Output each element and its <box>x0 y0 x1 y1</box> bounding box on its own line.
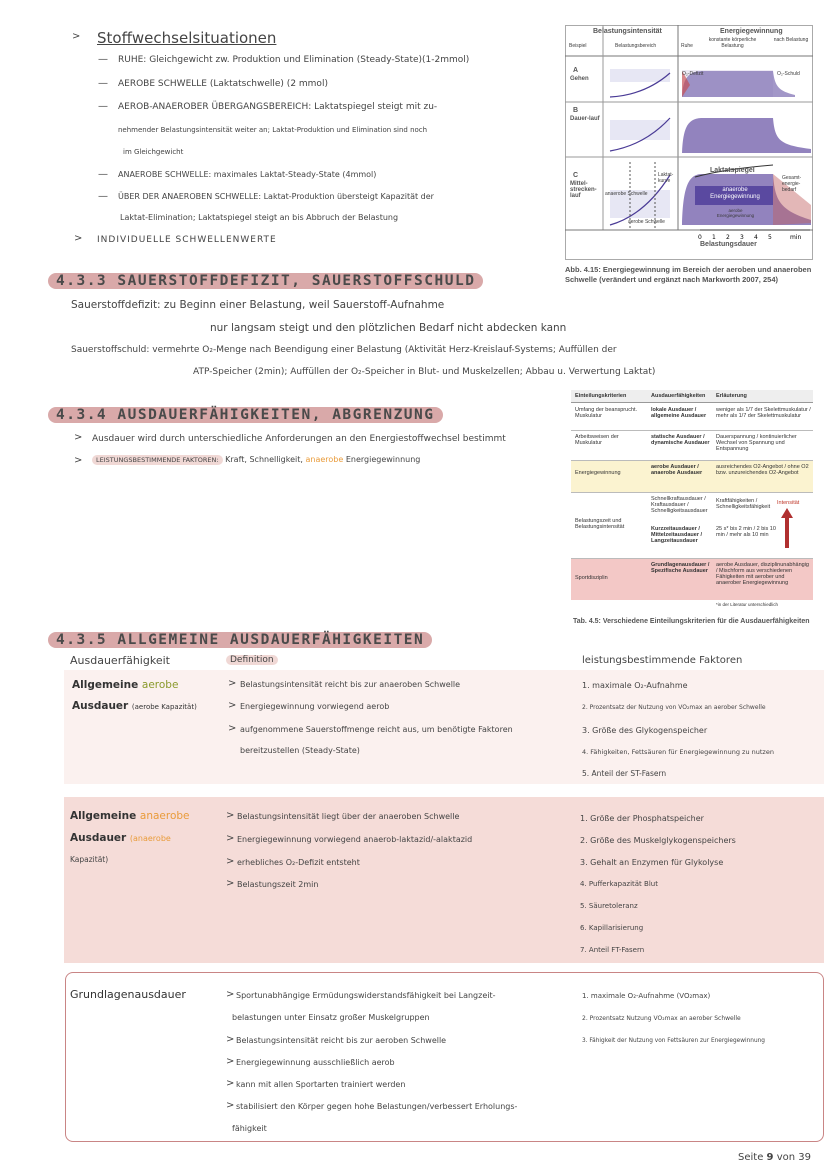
list-item-cont: nehmender Belastungsintensität weiter an; Laktat-Produktion und Elimination sind noch <box>118 126 428 134</box>
block-grundlagen-title: Grundlagenausdauer <box>70 988 186 1001</box>
list-item: ANAEROBE SCHWELLE: maximales Laktat-Steady-State (4mmol) <box>118 170 377 179</box>
block-anaerob-title2: Ausdauer (anaerobe <box>70 832 171 844</box>
col-bereich: Belastungsbereich <box>615 43 657 49</box>
label-laktatkurve: Laktat-kurve <box>658 172 674 184</box>
list-item: RUHE: Gleichgewicht zw. Produktion und Elimination (Steady-State)(1-2mmol) <box>118 55 470 65</box>
cell: Kurzzeitausdauer / Mittelzeitausdauer / Langzeitausdauer <box>651 526 703 544</box>
heading-435: 4.3.5 ALLGEMEINE AUSDAUERFÄHIGKEITEN <box>48 632 432 648</box>
factor-item: 5. Anteil der ST-Fasern <box>582 769 667 778</box>
list-item: ÜBER DER ANAEROBEN SCHWELLE: Laktat-Produktion übersteigt Kapazität der <box>118 192 434 201</box>
intensity-label: Intensität <box>777 500 800 506</box>
cell: lokale Ausdauer / allgemeine Ausdauer <box>651 407 707 419</box>
fig-head-left: Belastungsintensität <box>593 28 662 35</box>
factor-item: 2. Prozentsatz der Nutzung von VO₂max an aerober Schwelle <box>582 704 766 711</box>
svg-text:min: min <box>790 234 802 241</box>
label-aerob-eg: aerobe Energiegewinnung <box>716 208 755 218</box>
text-schuld: Sauerstoffschuld: vermehrte O₂-Menge nach Beendigung einer Belastung (Aktivität Herz-Kreislauf-Systems; Auffüllen der <box>71 345 617 355</box>
def-item: Sportunabhängige Ermüdungswiderstandsfähigkeit bei Langzeit- <box>236 991 496 1000</box>
row-letter: B <box>573 107 579 114</box>
def-item: Energiegewinnung vorwiegend aerob <box>240 702 390 711</box>
col-head-ausdauer: Ausdauerfähigkeit <box>70 654 170 667</box>
factor-item: 3. Fähigkeit der Nutzung von Fettsäuren zur Energiegewinnung <box>582 1038 765 1044</box>
block-anaerob-title: Allgemeine anaerobe <box>70 810 190 822</box>
list-item-cont: Laktat-Elimination; Laktatspiegel steigt an bis Abbruch der Belastung <box>120 213 399 222</box>
def-item: aufgenommene Sauerstoffmenge reicht aus, um benötigte Faktoren <box>240 725 513 734</box>
factor-item: 2. Prozentsatz Nutzung VO₂max an aerober Schwelle <box>582 1015 741 1022</box>
label-laktatspiegel: Laktatspiegel <box>710 167 755 174</box>
factor-item: 4. Fähigkeiten, Fettsäuren für Energiegewinnung zu nutzen <box>582 748 774 756</box>
factor-item: 3. Gehalt an Enzymen für Glykolyse <box>580 858 724 867</box>
def-item-cont: belastungen unter Einsatz großer Muskelgruppen <box>232 1013 430 1022</box>
text-schuld-cont: ATP-Speicher (2min); Auffüllen der O₂-Speicher in Blut- und Muskelzellen; Abbau u. Verwertung Laktat) <box>193 367 656 377</box>
label-aerobe-schwelle: aerobe Schwelle <box>628 219 665 225</box>
factor-item: 7. Anteil FT-Fasern <box>580 946 645 954</box>
def-item: Belastungszeit 2min <box>237 880 319 889</box>
def-item-cont: fähigkeit <box>232 1124 267 1133</box>
svg-text:4: 4 <box>754 234 758 241</box>
cell: Schnellkraftausdauer / Kraftausdauer / Schnelligkeitsausdauer <box>651 496 708 514</box>
col-ruhe: Ruhe <box>681 43 693 49</box>
section-heading: Stoffwechselsituationen <box>97 29 277 47</box>
th: Erläuterung <box>716 393 747 399</box>
svg-text:5: 5 <box>768 234 772 241</box>
def-item: kann mit allen Sportarten trainiert werden <box>236 1080 406 1089</box>
cell: 25 s* bis 2 min / 2 bis 10 min / mehr als 10 min <box>716 526 776 538</box>
def-item: Belastungsintensität liegt über der anaeroben Schwelle <box>237 812 460 821</box>
block-anaerob-title3: Kapazität) <box>70 855 109 864</box>
row-name: Gehen <box>570 76 589 82</box>
cell: Arbeitsweisen der Muskulatur <box>575 434 619 446</box>
fig-head-right: Energiegewinnung <box>720 28 783 35</box>
ausdauer-table <box>571 390 813 628</box>
list-item: INDIVIDUELLE SCHWELLENWERTE <box>97 235 277 245</box>
def-item: Belastungsintensität reicht bis zur aeroben Schwelle <box>236 1036 447 1045</box>
svg-text:3: 3 <box>740 234 744 241</box>
cell: Dauerspannung / kontinuierlicher Wechsel von Spannung und Entspannung <box>716 434 797 452</box>
label-schuld: O₂-Schuld <box>777 71 800 77</box>
def-item: Energiegewinnung ausschließlich aerob <box>236 1058 395 1067</box>
table-note: *in der Literatur unterschiedlich <box>716 602 779 607</box>
text-defizit-cont: nur langsam steigt und den plötzlichen Bedarf nicht abdecken kann <box>210 322 567 334</box>
factor-item: 1. maximale O₂-Aufnahme <box>582 681 688 690</box>
col-konstant: konstante körperliche Belastung <box>708 37 757 49</box>
row-name: Dauer-lauf <box>570 116 600 122</box>
list-item: AEROBE SCHWELLE (Laktatschwelle) (2 mmol) <box>118 79 328 89</box>
text-defizit: Sauerstoffdefizit: zu Beginn einer Belastung, weil Sauerstoff-Aufnahme <box>71 299 445 311</box>
factor-item: 2. Größe des Muskelglykogenspeichers <box>580 836 736 845</box>
block-aerob-title2: Ausdauer (aerobe Kapazität) <box>72 700 197 712</box>
def-item-cont: bereitzustellen (Steady-State) <box>240 746 360 755</box>
faktoren-tag: LEISTUNGSBESTIMMENDE FAKTOREN: <box>92 455 223 465</box>
bullet-arrow: > <box>72 31 81 42</box>
def-item: Energiegewinnung vorwiegend anaerob-laktazid/-alaktazid <box>237 835 473 844</box>
bullet-faktoren: LEISTUNGSBESTIMMENDE FAKTOREN: Kraft, Schnelligkeit, anaerobe Energiegewinnung <box>92 455 420 464</box>
factor-item: 1. Größe der Phosphatspeicher <box>580 814 704 823</box>
factor-item: 1. maximale O₂-Aufnahme (VO₂max) <box>582 992 711 1000</box>
svg-text:2: 2 <box>726 234 730 241</box>
th: Ausdauerfähigkeiten <box>651 393 706 399</box>
def-item: erhebliches O₂-Defizit entsteht <box>237 858 360 867</box>
label-defizit: O₂-Defizit <box>682 71 704 77</box>
row-name: Mittel-strecken-lauf <box>570 181 597 199</box>
svg-text:0: 0 <box>698 234 702 241</box>
label-anaerobe-schwelle: anaerobe Schwelle <box>605 191 648 197</box>
cell: Belastungszeit und Belastungsintensität <box>575 518 625 530</box>
page-number: Seite 9 von 39 <box>738 1152 811 1163</box>
x-axis-label: Belastungsdauer <box>700 241 757 248</box>
cell: Grundlagenausdauer / Spezifische Ausdauer <box>651 562 710 574</box>
heading-434: 4.3.4 AUSDAUERFÄHIGKEITEN, ABGRENZUNG <box>48 407 443 423</box>
energy-figure <box>565 25 813 284</box>
list-item: AEROB-ANAEROBER ÜBERGANGSBEREICH: Laktatspiegel steigt mit zu- <box>118 102 438 112</box>
label-anaerob-eg: anaerobe Energiegewinnung <box>710 187 760 200</box>
cell: statische Ausdauer / dynamische Ausdauer <box>651 434 710 446</box>
cell: aerobe Ausdauer, disziplinunabhängig / Mischform aus verschiedenen Fähigkeiten mit aerober und anaerober Energiegewinnung <box>716 562 809 586</box>
def-item: Belastungsintensität reicht bis zur anaeroben Schwelle <box>240 680 461 689</box>
def-item: stabilisiert den Körper gegen hohe Belastungen/verbessert Erholungs- <box>236 1102 518 1111</box>
cell: Kraftfähigkeiten / Schnelligkeitsfähigkeit <box>716 498 771 510</box>
svg-text:1: 1 <box>712 234 716 241</box>
factor-item: 6. Kapillarisierung <box>580 924 644 932</box>
factor-item: 4. Pufferkapazität Blut <box>580 880 658 888</box>
cell: aerobe Ausdauer / anaerobe Ausdauer <box>651 464 703 476</box>
label-gesamt: Gesamt-energie-bedarf <box>782 175 802 193</box>
bullet-ausdauer: Ausdauer wird durch unterschiedliche Anforderungen an den Energiestoffwechsel bestimmt <box>92 434 506 444</box>
row-letter: A <box>573 67 579 74</box>
cell: Umfang der beansprucht. Muskulatur <box>575 407 638 419</box>
intensity-arrow-icon <box>780 508 794 548</box>
col-beispiel: Beispiel <box>569 43 587 49</box>
col-head-faktoren: leistungsbestimmende Faktoren <box>582 655 743 666</box>
figure-caption: Abb. 4.15: Energiegewinnung im Bereich der aeroben und anaeroben Schwelle (verändert und ergänzt nach Markworth 2007, 254) <box>565 265 812 284</box>
cell: ausreichendes O2-Angebot / ohne O2 bzw. unzureichendes O2-Angebot <box>716 464 809 476</box>
row-letter: C <box>573 172 579 179</box>
block-aerob-title: Allgemeine aerobe <box>72 679 179 691</box>
heading-433: 4.3.3 SAUERSTOFFDEFIZIT, SAUERSTOFFSCHULD <box>48 273 483 289</box>
cell: Energiegewinnung <box>575 470 621 476</box>
cell: weniger als 1/7 der Skelettmuskulatur / mehr als 1/7 der Skelettmuskulatur <box>716 407 811 419</box>
col-nach: nach Belastung <box>773 37 809 43</box>
cell: Sportdisziplin <box>575 575 608 581</box>
th: Einteilungskriterien <box>575 393 627 399</box>
list-item-cont: im Gleichgewicht <box>123 148 184 156</box>
factor-item: 5. Säuretoleranz <box>580 902 638 910</box>
table-caption: Tab. 4.5: Verschiedene Einteilungskriterien für die Ausdauerfähigkeiten <box>573 618 810 625</box>
col-head-definition: Definition <box>226 655 278 665</box>
factor-item: 3. Größe des Glykogenspeicher <box>582 726 708 735</box>
